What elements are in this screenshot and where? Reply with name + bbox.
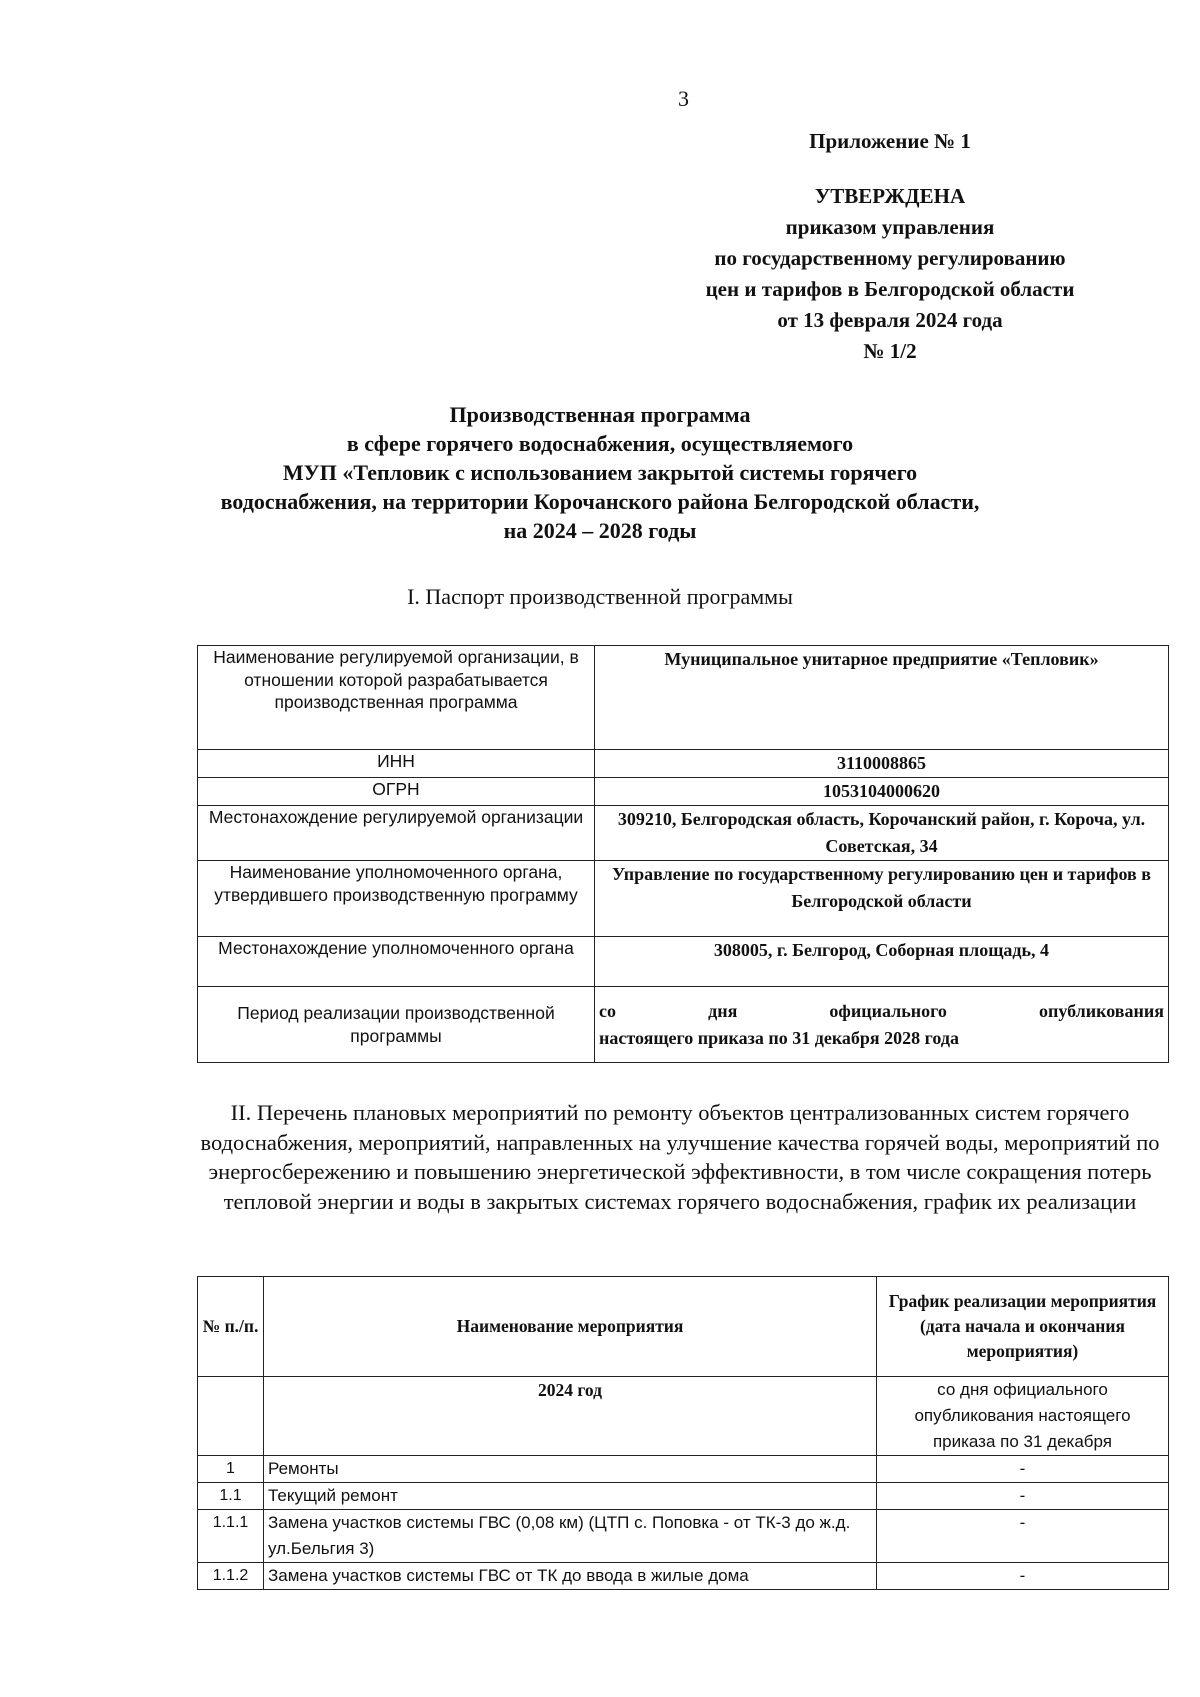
table-cell-label: Наименование регулируемой организации, в отношении которой разрабатывается производственная программа <box>198 646 595 750</box>
table-row <box>198 750 1169 778</box>
approval-date: от 13 февраля 2024 года <box>777 308 1003 332</box>
table-cell-name: Ремонты <box>264 1456 877 1483</box>
table-cell-label: ИНН <box>198 750 595 778</box>
table-cell-label: Местонахождение регулируемой организации <box>198 806 595 861</box>
approved-label: УТВЕРЖДЕНА <box>814 184 966 208</box>
table-cell-schedule: - <box>877 1456 1169 1483</box>
period-line-2: настоящего приказа по 31 декабря 2028 года <box>599 1027 959 1048</box>
table-cell-label: Местонахождение уполномоченного органа <box>198 937 595 987</box>
table-cell-value: 3110008865 <box>595 750 1169 778</box>
year-schedule: со дня официального опубликования настоящего приказа по 31 декабря <box>877 1377 1169 1456</box>
table-cell-num <box>198 1377 264 1456</box>
table-row <box>198 987 1169 1063</box>
table-row <box>198 806 1169 861</box>
passport-table <box>197 645 1169 1063</box>
table-row <box>198 1483 1169 1510</box>
table-cell-num: 1.1.2 <box>198 1563 264 1590</box>
table-cell-label: Период реализации производственной программы <box>198 987 595 1063</box>
table-cell-value: 308005, г. Белгород, Соборная площадь, 4 <box>595 937 1169 987</box>
plan-table <box>197 1276 1169 1590</box>
column-header-num: № п./п. <box>198 1277 264 1377</box>
program-title-line: Производственная программа <box>449 402 751 427</box>
table-row <box>198 1563 1169 1590</box>
table-row-year <box>198 1377 1169 1456</box>
approval-line: цен и тарифов в Белгородской области <box>705 277 1075 301</box>
table-cell-schedule: - <box>877 1483 1169 1510</box>
approval-line: приказом управления <box>785 215 995 239</box>
program-title <box>150 400 1050 545</box>
table-cell-name: Замена участков системы ГВС от ТК до ввода в жилые дома <box>264 1563 877 1590</box>
table-cell-value: Муниципальное унитарное предприятие «Тепловик» <box>595 646 1169 750</box>
approval-stamp-block <box>600 126 1180 367</box>
approval-number: № 1/2 <box>863 339 917 363</box>
table-cell-name: Текущий ремонт <box>264 1483 877 1510</box>
table-header-row <box>198 1277 1169 1377</box>
table-row <box>198 937 1169 987</box>
program-title-line: на 2024 – 2028 годы <box>503 518 697 543</box>
table-cell-value: 1053104000620 <box>595 778 1169 806</box>
approval-line: по государственному регулированию <box>714 246 1066 270</box>
column-header-schedule: График реализации мероприятия (дата начала и окончания мероприятия) <box>877 1277 1169 1377</box>
table-cell-value: 309210, Белгородская область, Корочанский район, г. Короча, ул. Советская, 34 <box>595 806 1169 861</box>
table-cell-num: 1.1.1 <box>198 1510 264 1563</box>
section-2-heading: II. Перечень плановых мероприятий по ремонту объектов централизованных систем горячего водоснабжения, мероприятий, направленных на улучшение качества горячей воды, мероприятий по энергосбережению и повышению энергетической эффективности, в том числе сокращения потерь тепловой энергии и воды в закрытых системах горячего водоснабжения, график их реализации <box>200 1100 1160 1214</box>
table-cell-label: Наименование уполномоченного органа, утвердившего производственную программу <box>198 861 595 937</box>
table-cell-value <box>595 987 1169 1063</box>
table-cell-label: ОГРН <box>198 778 595 806</box>
program-title-line: в сфере горячего водоснабжения, осуществляемого <box>346 431 854 456</box>
appendix-title: Приложение № 1 <box>809 129 971 153</box>
table-cell-num: 1.1 <box>198 1483 264 1510</box>
year-label: 2024 год <box>264 1377 877 1456</box>
table-cell-schedule: - <box>877 1510 1169 1563</box>
table-row <box>198 1456 1169 1483</box>
column-header-name: Наименование мероприятия <box>264 1277 877 1377</box>
table-row <box>198 861 1169 937</box>
table-row <box>198 646 1169 750</box>
table-row <box>198 1510 1169 1563</box>
table-cell-num: 1 <box>198 1456 264 1483</box>
table-cell-name: Замена участков системы ГВС (0,08 км) (ЦТП с. Поповка - от ТК-3 до ж.д. ул.Бельгия 3) <box>264 1510 877 1563</box>
table-cell-schedule: - <box>877 1563 1169 1590</box>
period-line-1: со дня официального опубликования <box>599 1000 1164 1021</box>
program-title-line: водоснабжения, на территории Корочанского района Белгородской области, <box>220 489 980 514</box>
program-title-line: МУП «Тепловик с использованием закрытой системы горячего <box>282 460 918 485</box>
table-cell-value: Управление по государственному регулированию цен и тарифов в Белгородской области <box>595 861 1169 937</box>
section-1-heading: I. Паспорт производственной программы <box>407 584 793 609</box>
page-number: 3 <box>678 86 689 111</box>
table-row <box>198 778 1169 806</box>
